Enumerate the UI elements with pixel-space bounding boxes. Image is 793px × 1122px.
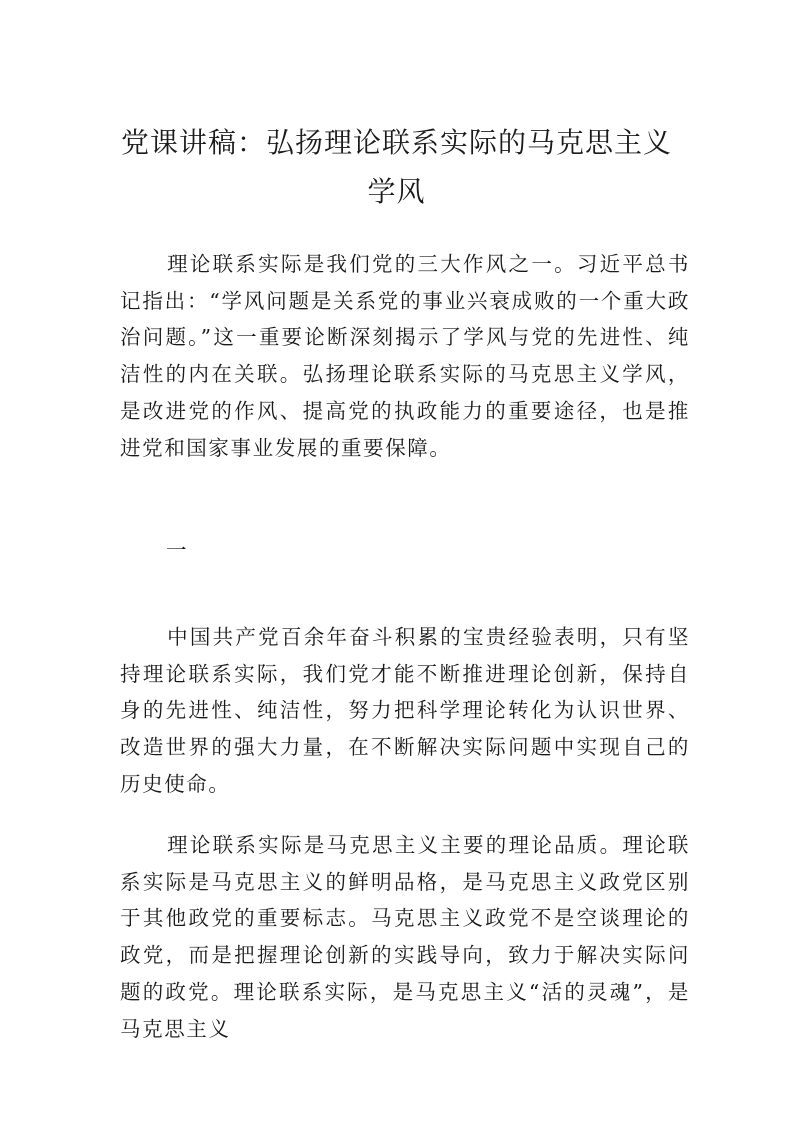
section-number: 一 [166, 538, 187, 562]
paragraph-intro: 理论联系实际是我们党的三大作风之一。习近平总书记指出：“学风问题是关系党的事业兴衰成败的一个重大政治问题。”这一重要论断深刻揭示了学风与党的先进性、纯洁性的内在关联。弘扬理论联系实际的马克思主义学风，是改进党的作风、提高党的执政能力的重要途径，也是推进党和国家事业发展的重要保障。 [120, 252, 690, 460]
paragraph-history: 中国共产党百余年奋斗积累的宝贵经验表明，只有坚持理论联系实际，我们党才能不断推进理论创新，保持自身的先进性、纯洁性，努力把科学理论转化为认识世界、改造世界的强大力量，在不断解决实际问题中实现自己的历史使命。 [120, 625, 690, 796]
document-title: 党课讲稿：弘扬理论联系实际的马克思主义学风 [120, 126, 672, 208]
paragraph-theory-quality: 理论联系实际是马克思主义主要的理论品质。理论联系实际是马克思主义的鲜明品格，是马克思主义政党区别于其他政党的重要标志。马克思主义政党不是空谈理论的政党，而是把握理论创新的实践导向，致力于解决实际问题的政党。理论联系实际，是马克思主义“活的灵魂”，是马克思主义 [120, 833, 690, 1041]
